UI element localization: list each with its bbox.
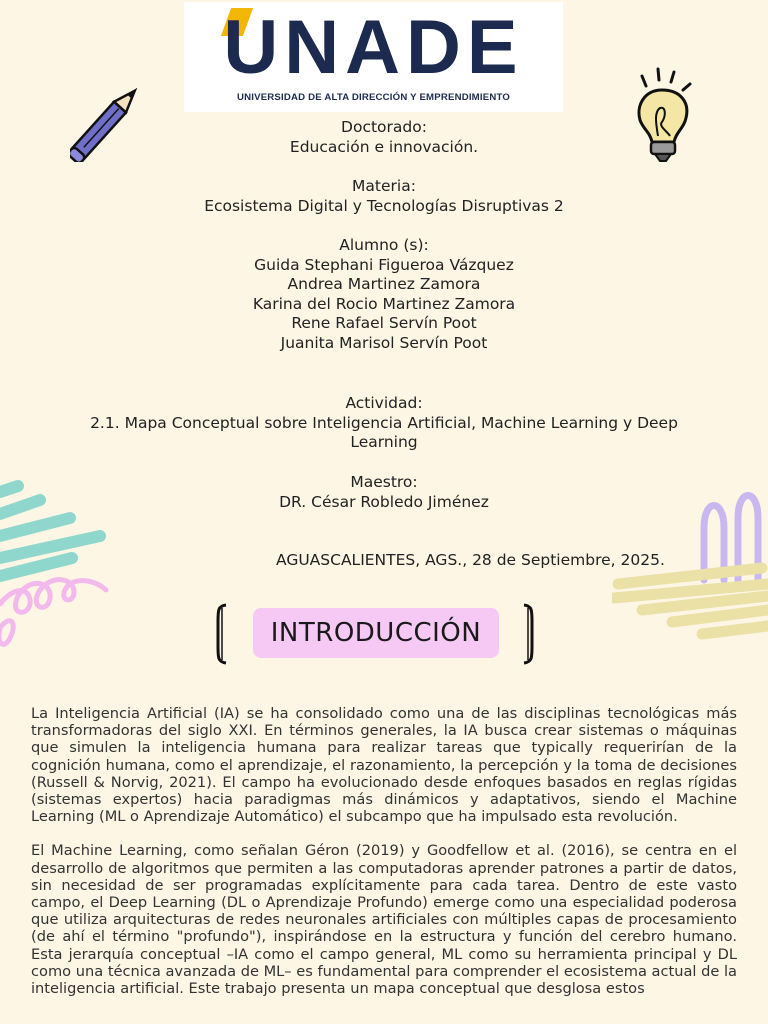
- logo-wordmark: UNADE: [223, 5, 524, 90]
- student-name: Juanita Marisol Servín Poot: [280, 333, 488, 352]
- place-date: AGUASCALIENTES, AGS., 28 de Septiembre, 2025.: [276, 551, 665, 569]
- introduction-body: [31, 705, 737, 1014]
- teacher-label: Maestro:: [350, 473, 418, 491]
- subject-name: Ecosistema Digital y Tecnologías Disruptivas 2: [204, 196, 564, 215]
- intro-paragraph: El Machine Learning, como señalan Géron (2019) y Goodfellow et al. (2016), se centra en el desarrollo de algoritmos que permiten a las computadoras aprender patrones a partir de datos, sin necesidad de ser programadas explícitamente para cada tarea. Dentro de este vasto campo, el Deep Learning (DL o Aprendizaje Profundo) emerge como una especialidad poderosa que utiliza arquitecturas de redes neuronales artificiales con múltiples capas de procesamiento (de ahí el término "profundo"), inspirándose en la estructura y función del cerebro humano. Esta jerarquía conceptual –IA como el campo general, ML como su herramienta principal y DL como una técnica avanzada de ML– es fundamental para comprender el ecosistema actual de la inteligencia artificial. Este trabajo presenta un mapa conceptual que desglosa estos: [31, 842, 737, 998]
- intro-paragraph: La Inteligencia Artificial (IA) se ha consolidado como una de las disciplinas tecnológicas más transformadoras del siglo XXI. En términos generales, la IA busca crear sistemas o máquinas que simulen la inteligencia humana para realizar tareas que typically requerirían de la cognición humana, como el aprendizaje, el razonamiento, la percepción y la toma de decisiones (Russell & Norvig, 2021). El campo ha evolucionado desde enfoques basados en reglas rígidas (sistemas expertos) hacia paradigmas más dinámicos y adaptativos, siendo el Machine Learning (ML o Aprendizaje Automático) el subcampo que ha impulsado esta revolución.: [31, 705, 737, 826]
- logo-subtitle: UNIVERSIDAD DE ALTA DIRECCIÓN Y EMPRENDIMIENTO: [236, 92, 511, 103]
- activity-title: 2.1. Mapa Conceptual sobre Inteligencia Artificial, Machine Learning y Deep: [90, 413, 678, 432]
- subject-block: [40, 177, 728, 216]
- university-logo: [184, 2, 563, 112]
- students-label: Alumno (s):: [339, 236, 429, 254]
- student-name: Guida Stephani Figueroa Vázquez: [254, 255, 514, 274]
- right-bracket-decoration: [522, 602, 536, 666]
- teacher-name: DR. César Robledo Jiménez: [279, 492, 489, 511]
- student-name: Karina del Rocio Martinez Zamora: [252, 294, 516, 313]
- program-name: Educación e innovación.: [289, 137, 479, 156]
- teacher-block: [40, 473, 728, 512]
- activity-block: [40, 394, 728, 453]
- program-block: [40, 118, 728, 157]
- activity-title-continued: Learning: [350, 433, 418, 452]
- student-name: Andrea Martinez Zamora: [287, 275, 481, 294]
- students-block: [40, 236, 728, 354]
- subject-label: Materia:: [352, 177, 416, 195]
- activity-label: Actividad:: [345, 394, 423, 412]
- introduction-heading: INTRODUCCIÓN: [253, 608, 499, 658]
- left-bracket-decoration: [214, 602, 228, 666]
- program-label: Doctorado:: [341, 118, 427, 136]
- student-name: Rene Rafael Servín Poot: [291, 314, 477, 333]
